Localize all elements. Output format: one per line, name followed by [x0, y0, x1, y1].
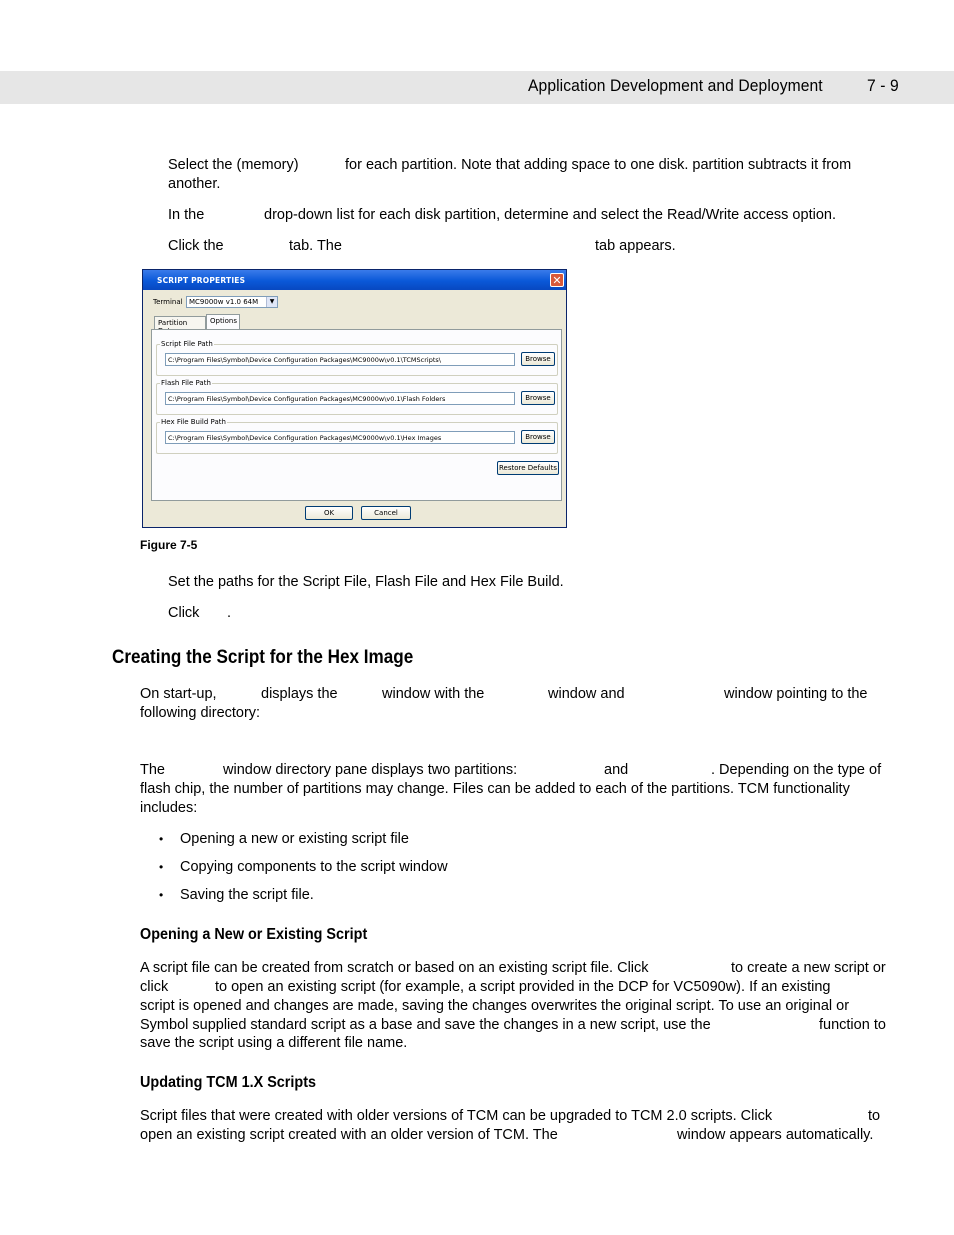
step-text-cont: for each partition. Note that adding space to one disk. partition subtracts it from — [345, 157, 852, 173]
dialog-titlebar — [143, 270, 566, 290]
list-item: Saving the script file. — [180, 887, 314, 903]
opening-line5: save the script using a different file name. — [140, 1035, 408, 1051]
opening-line3: script is opened and changes are made, saving the changes overwrites the original script. To use an original or — [140, 998, 850, 1014]
script-properties-dialog — [142, 269, 567, 528]
options-panel — [151, 329, 562, 501]
flash-file-path-input[interactable]: C:\Program Files\Symbol\Device Configuration Packages\MC9000w\v0.1\Flash Folders — [165, 392, 515, 405]
startup-text-line2: following directory: — [140, 705, 261, 721]
partitions-text-line2: flash chip, the number of partitions may change. Files can be added to each of the partitions. TCM functionality — [140, 781, 850, 797]
opening-line1a: A script file can be created from scratch or based on an existing script file. Click — [140, 960, 649, 976]
bullet: • — [159, 860, 164, 874]
updating-line2a: open an existing script created with an older version of TCM. The — [140, 1127, 558, 1143]
opening-line2a: click — [140, 979, 169, 995]
startup-text-d: window and — [548, 686, 625, 702]
group-label: Flash File Path — [161, 379, 211, 387]
startup-text-c: window with the — [382, 686, 485, 702]
step-access-option: drop-down list for each disk partition, determine and select the Read/Write access option. — [264, 207, 836, 223]
flash-file-path-group — [156, 379, 558, 415]
updating-line1b: to — [868, 1108, 881, 1124]
startup-text-a: On start-up, — [140, 686, 217, 702]
updating-line1a: Script files that were created with older versions of TCM can be upgraded to TCM 2.0 scripts. Click — [140, 1108, 773, 1124]
step-select-memory — [168, 156, 299, 175]
group-label: Hex File Build Path — [161, 418, 226, 426]
subsection-title-opening: Opening a New or Existing Script — [140, 926, 368, 943]
step-set-paths: Set the paths for the Script File, Flash File and Hex File Build. — [168, 574, 564, 590]
opening-line4b: function to — [819, 1017, 886, 1033]
partitions-text-a: The — [140, 762, 165, 778]
hex-file-build-path-input[interactable]: C:\Program Files\Symbol\Device Configuration Packages\MC9000w\v0.1\Hex Images — [165, 431, 515, 444]
figure-caption: Figure 7-5 — [140, 538, 198, 552]
bullet: • — [159, 832, 164, 846]
startup-text-e: window pointing to the — [724, 686, 868, 702]
step-in-the: In the — [168, 207, 205, 223]
script-file-path-group — [156, 340, 558, 376]
opening-line4a: Symbol supplied standard script as a base and save the changes in a new script, use the — [140, 1017, 711, 1033]
terminal-value: MC9000w v1.0 64M — [189, 298, 259, 306]
opening-line2b: to open an existing script (for example, a script provided in the DCP for VC5090w). If an existing — [215, 979, 831, 995]
script-file-path-input[interactable]: C:\Program Files\Symbol\Device Configuration Packages\MC9000w\v0.1\TCMScripts\ — [165, 353, 515, 366]
cancel-button[interactable]: Cancel — [361, 506, 411, 520]
step-tab-appears: tab appears. — [595, 238, 676, 254]
list-item: Copying components to the script window — [180, 859, 448, 875]
step-click-period: . — [227, 605, 232, 621]
browse-flash-button[interactable]: Browse — [521, 391, 555, 405]
ok-button[interactable]: OK — [305, 506, 353, 520]
dialog-title: SCRIPT PROPERTIES — [157, 276, 246, 285]
page-number: 7 - 9 — [867, 76, 899, 95]
hex-file-build-path-group — [156, 418, 558, 454]
browse-script-button[interactable]: Browse — [521, 352, 555, 366]
partitions-text-line3: includes: — [140, 800, 198, 816]
chevron-down-icon[interactable]: ▼ — [266, 297, 277, 307]
partitions-text-b: window directory pane displays two partitions: — [223, 762, 518, 778]
tab-partition-data[interactable]: Partition — [154, 316, 206, 329]
chapter-title: Application Development and Deployment — [528, 76, 823, 95]
section-title: Creating the Script for the Hex Image — [112, 647, 414, 668]
tab-options[interactable]: Options — [206, 314, 240, 329]
restore-defaults-button[interactable]: Restore Defaults — [497, 461, 559, 475]
bullet: • — [159, 888, 164, 902]
subsection-title-updating: Updating TCM 1.X Scripts — [140, 1074, 317, 1091]
step-text: Select the (memory) — [168, 157, 299, 173]
startup-text-b: displays the — [261, 686, 338, 702]
updating-line2b: window appears automatically. — [677, 1127, 874, 1143]
step-tab-the: tab. The — [289, 238, 342, 254]
partitions-text-d: . Depending on the type of — [711, 762, 882, 778]
step-click: Click — [168, 605, 200, 621]
browse-hex-button[interactable]: Browse — [521, 430, 555, 444]
step-text-cont2: another. — [168, 176, 221, 192]
group-label: Script File Path — [161, 340, 213, 348]
step-click-the: Click the — [168, 238, 224, 254]
terminal-label: Terminal — [153, 298, 183, 306]
partitions-text-c: and — [604, 762, 629, 778]
opening-line1b: to create a new script or — [731, 960, 886, 976]
terminal-select[interactable] — [186, 296, 278, 308]
close-icon[interactable]: ✕ — [550, 273, 564, 287]
list-item: Opening a new or existing script file — [180, 831, 409, 847]
